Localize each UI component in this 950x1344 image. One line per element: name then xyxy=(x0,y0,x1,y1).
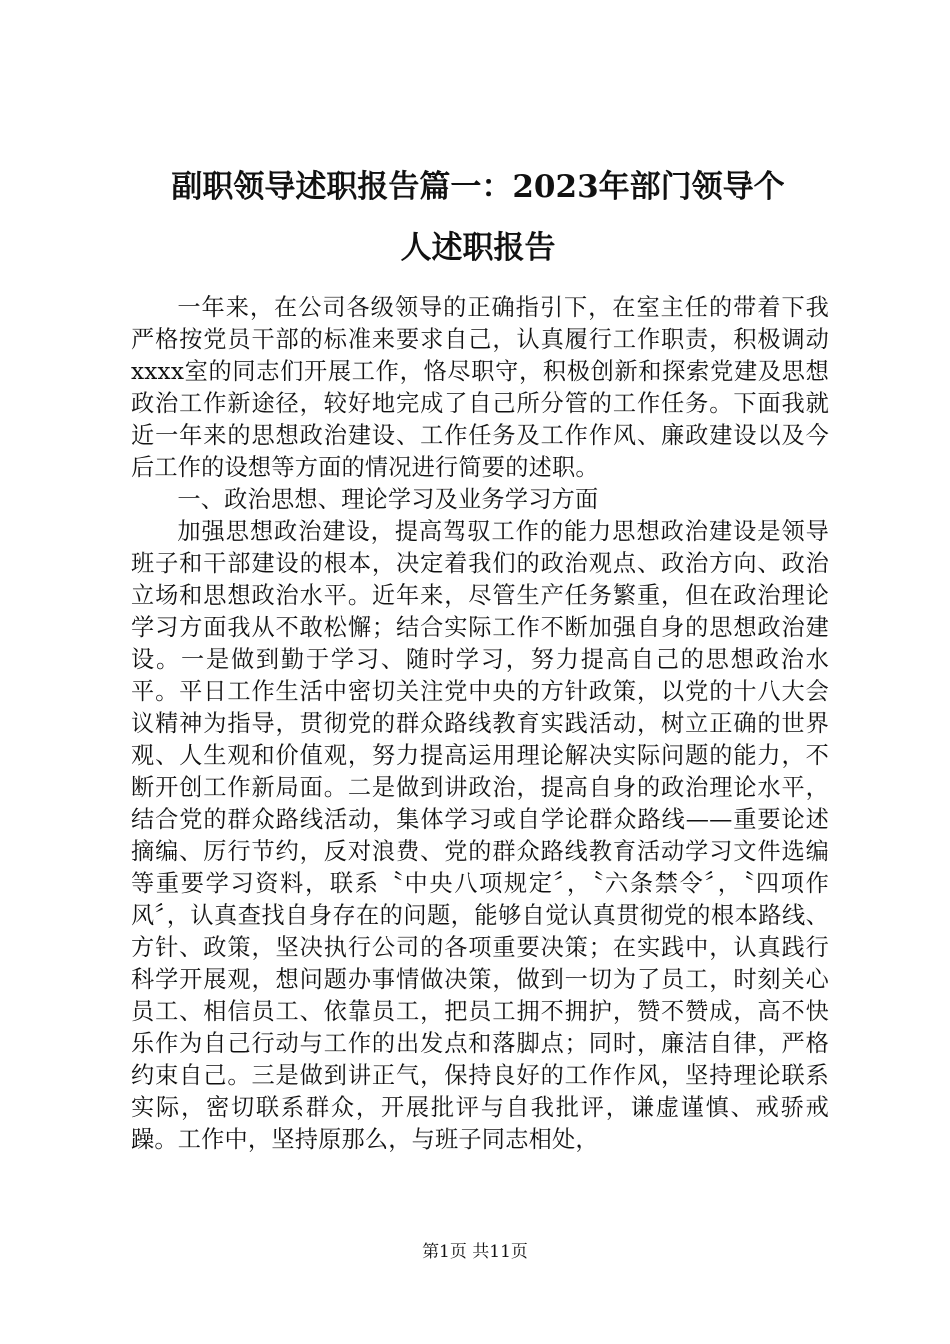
document-title-line-1: 副职领导述职报告篇一：2023年部门领导个 xyxy=(171,169,785,205)
document-body xyxy=(131,292,829,1156)
document-title-line-2: 人述职报告 xyxy=(400,230,556,266)
paragraph-political-building: 加强思想政治建设，提高驾驭工作的能力思想政治建设是领导班子和干部建设的根本，决定着我们的政治观点、政治方向、政治立场和思想政治水平。近年来，尽管生产任务繁重，但在政治理论学习方面我从不敢松懈；结合实际工作不断加强自身的思想政治建设。一是做到勤于学习、随时学习，努力提高自己的思想政治水平。平日工作生活中密切关注党中央的方针政策，以党的十八大会议精神为指导，贯彻党的群众路线教育实践活动，树立正确的世界观、人生观和价值观，努力提高运用理论解决实际问题的能力，不断开创工作新局面。二是做到讲政治，提高自身的政治理论水平，结合党的群众路线活动，集体学习或自学论群众路线——重要论述摘编、厉行节约，反对浪费、党的群众路线教育活动学习文件选编等重要学习资料，联系〝中央八项规定〞，〝六条禁令〞，〝四项作风〞，认真查找自身存在的问题，能够自觉认真贯彻党的根本路线、方针、政策，坚决执行公司的各项重要决策；在实践中，认真践行科学开展观，想问题办事情做决策，做到一切为了员工，时刻关心员工、相信员工、依靠员工，把员工拥不拥护，赞不赞成，高不快乐作为自己行动与工作的出发点和落脚点；同时，廉洁自律，严格约束自己。三是做到讲正气，保持良好的工作作风，坚持理论联系实际，密切联系群众，开展批评与自我批评，谦虚谨慎、戒骄戒躁。工作中，坚持原那么，与班子同志相处， xyxy=(131,518,829,1153)
page-number-footer: 第1页 共11页 xyxy=(422,1242,528,1262)
paragraph-intro: 一年来，在公司各级领导的正确指引下，在室主任的带着下我严格按党员干部的标准来要求自己，认真履行工作职责，积极调动xxxx室的同志们开展工作，恪尽职守，积极创新和探索党建及思想政治工作新途径，较好地完成了自己所分管的工作任务。下面我就近一年来的思想政治建设、工作任务及工作作风、廉政建设以及今后工作的设想等方面的情况进行简要的述职。 xyxy=(131,294,829,481)
section-heading: 一、政治思想、理论学习及业务学习方面 xyxy=(177,486,599,513)
